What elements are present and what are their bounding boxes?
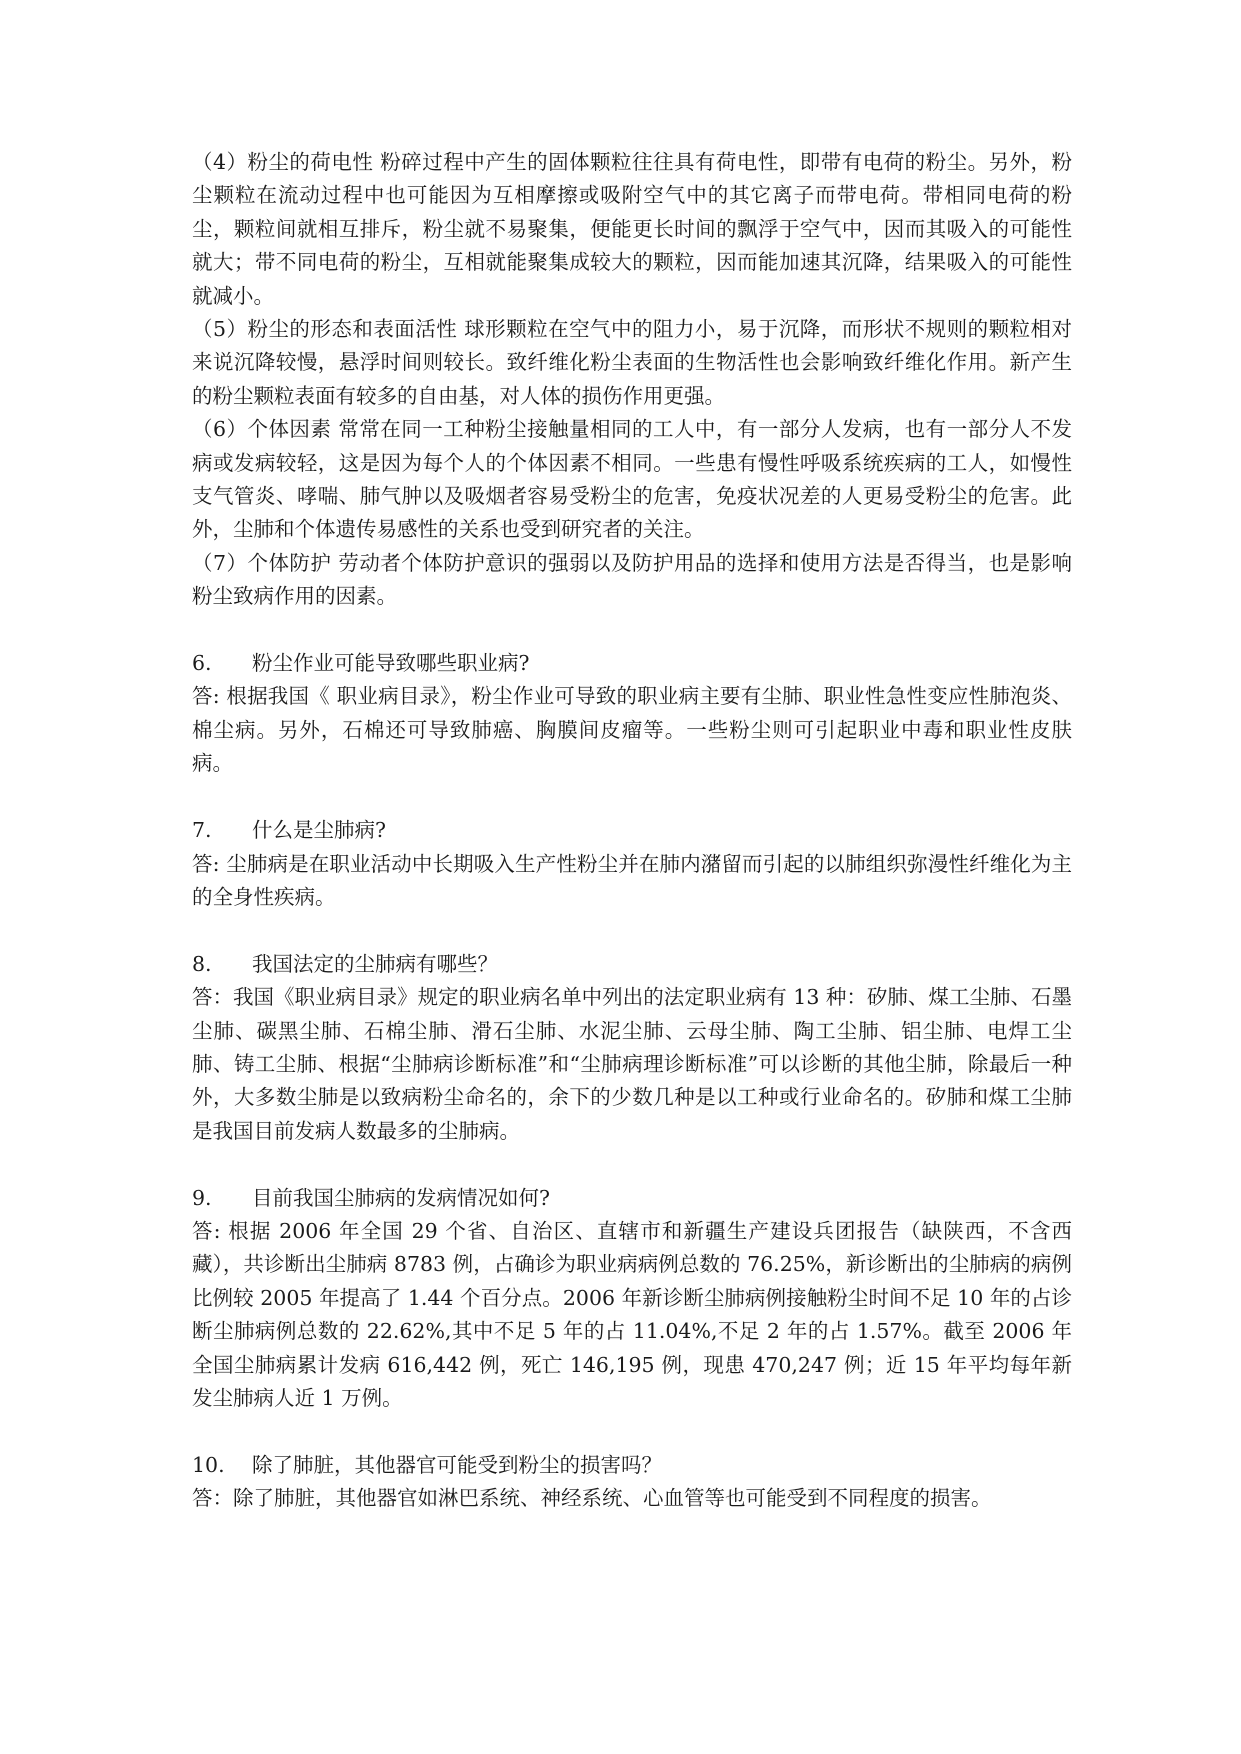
- factor-paragraph-5: （5）粉尘的形态和表面活性 球形颗粒在空气中的阻力小，易于沉降，而形状不规则的颗粒相对来说沉降较慢，悬浮时间则较长。致纤维化粉尘表面的生物活性也会影响致纤维化作用。新产生的粉尘颗粒表面有较多的自由基，对人体的损伤作用更强。: [192, 317, 1072, 408]
- document-page: [192, 146, 1072, 1516]
- factor-paragraph-6: （6）个体因素 常常在同一工种粉尘接触量相同的工人中，有一部分人发病，也有一部分人不发病或发病较轻，这是因为每个人的个体因素不相同。一些患有慢性呼吸系统疾病的工人，如慢性支气管炎、哮喘、肺气肿以及吸烟者容易受粉尘的危害，免疫状况差的人更易受粉尘的危害。此外，尘肺和个体遗传易感性的关系也受到研究者的关注。: [192, 417, 1072, 542]
- spacer: [192, 1148, 1072, 1181]
- question-text: 粉尘作业可能导致哪些职业病?: [252, 651, 530, 676]
- answer-text: 答: 根据 2006 年全国 29 个省、自治区、直辖市和新疆生产建设兵团报告（缺陕西，不含西藏），共诊断出尘肺病 8783 例，占确诊为职业病病例总数的 76.25%，新诊断出的尘肺病的病例比例较 2005 年提高了 1.44 个百分点。2006 年新诊断尘肺病例接触粉尘时间不足 10 年的占诊断尘肺病例总数的 22.62%,其中不足 5 年的占 11.04%,不足 2 年的占 1.57%。截至 2006 年全国尘肺病累计发病 616,442 例，死亡 146,195 例，现患 470,247 例；近 15 年平均每年新发尘肺病人近 1 万例。: [192, 1218, 1072, 1410]
- qa-item-9: [192, 1182, 1072, 1416]
- question-heading: [192, 647, 1072, 680]
- factor-paragraph-4: （4）粉尘的荷电性 粉碎过程中产生的固体颗粒往往具有荷电性，即带有电荷的粉尘。另外，粉尘颗粒在流动过程中也可能因为互相摩擦或吸附空气中的其它离子而带电荷。带相同电荷的粉尘，颗粒间就相互排斥，粉尘就不易聚集，便能更长时间的飘浮于空气中，因而其吸入的可能性就大；带不同电荷的粉尘，互相就能聚集成较大的颗粒，因而能加速其沉降，结果吸入的可能性就减小。: [192, 150, 1072, 308]
- qa-item-6: [192, 647, 1072, 781]
- question-heading: [192, 1449, 1072, 1482]
- question-text: 除了肺脏，其他器官可能受到粉尘的损害吗？: [252, 1452, 662, 1477]
- question-heading: [192, 948, 1072, 981]
- answer-text: 答: 尘肺病是在职业活动中长期吸入生产性粉尘并在肺内潴留而引起的以肺组织弥漫性纤维化为主的全身性疾病。: [192, 851, 1072, 909]
- qa-item-8: [192, 948, 1072, 1148]
- question-text: 我国法定的尘肺病有哪些？: [252, 951, 498, 976]
- question-text: 什么是尘肺病?: [252, 818, 386, 843]
- question-number: 10.: [192, 1452, 225, 1477]
- question-number: 7.: [192, 818, 212, 843]
- spacer: [192, 914, 1072, 947]
- factor-paragraph-7: （7）个体防护 劳动者个体防护意识的强弱以及防护用品的选择和使用方法是否得当，也是影响粉尘致病作用的因素。: [192, 550, 1072, 609]
- spacer: [192, 1415, 1072, 1448]
- answer-text: 答：我国《职业病目录》规定的职业病名单中列出的法定职业病有 13 种：矽肺、煤工尘肺、石墨尘肺、碳黑尘肺、石棉尘肺、滑石尘肺、水泥尘肺、云母尘肺、陶工尘肺、铝尘肺、电焊工尘肺、铸工尘肺、根据“尘肺病诊断标准”和“尘肺病理诊断标准”可以诊断的其他尘肺，除最后一种外，大多数尘肺是以致病粉尘命名的，余下的少数几种是以工种或行业命名的。矽肺和煤工尘肺是我国目前发病人数最多的尘肺病。: [192, 985, 1072, 1143]
- question-heading: [192, 814, 1072, 847]
- question-number: 6.: [192, 651, 212, 676]
- question-number: 8.: [192, 951, 212, 976]
- question-heading: [192, 1182, 1072, 1215]
- qa-item-10: [192, 1449, 1072, 1516]
- qa-item-7: [192, 814, 1072, 914]
- question-number: 9.: [192, 1185, 212, 1210]
- answer-text: 答: 根据我国《 职业病目录》，粉尘作业可导致的职业病主要有尘肺、职业性急性变应性肺泡炎、棉尘病。另外，石棉还可导致肺癌、胸膜间皮瘤等。一些粉尘则可引起职业中毒和职业性皮肤病。: [192, 684, 1072, 776]
- spacer: [192, 781, 1072, 814]
- answer-text: 答：除了肺脏，其他器官如淋巴系统、神经系统、心血管等也可能受到不同程度的损害。: [192, 1486, 992, 1511]
- spacer: [192, 614, 1072, 647]
- question-text: 目前我国尘肺病的发病情况如何?: [252, 1185, 550, 1210]
